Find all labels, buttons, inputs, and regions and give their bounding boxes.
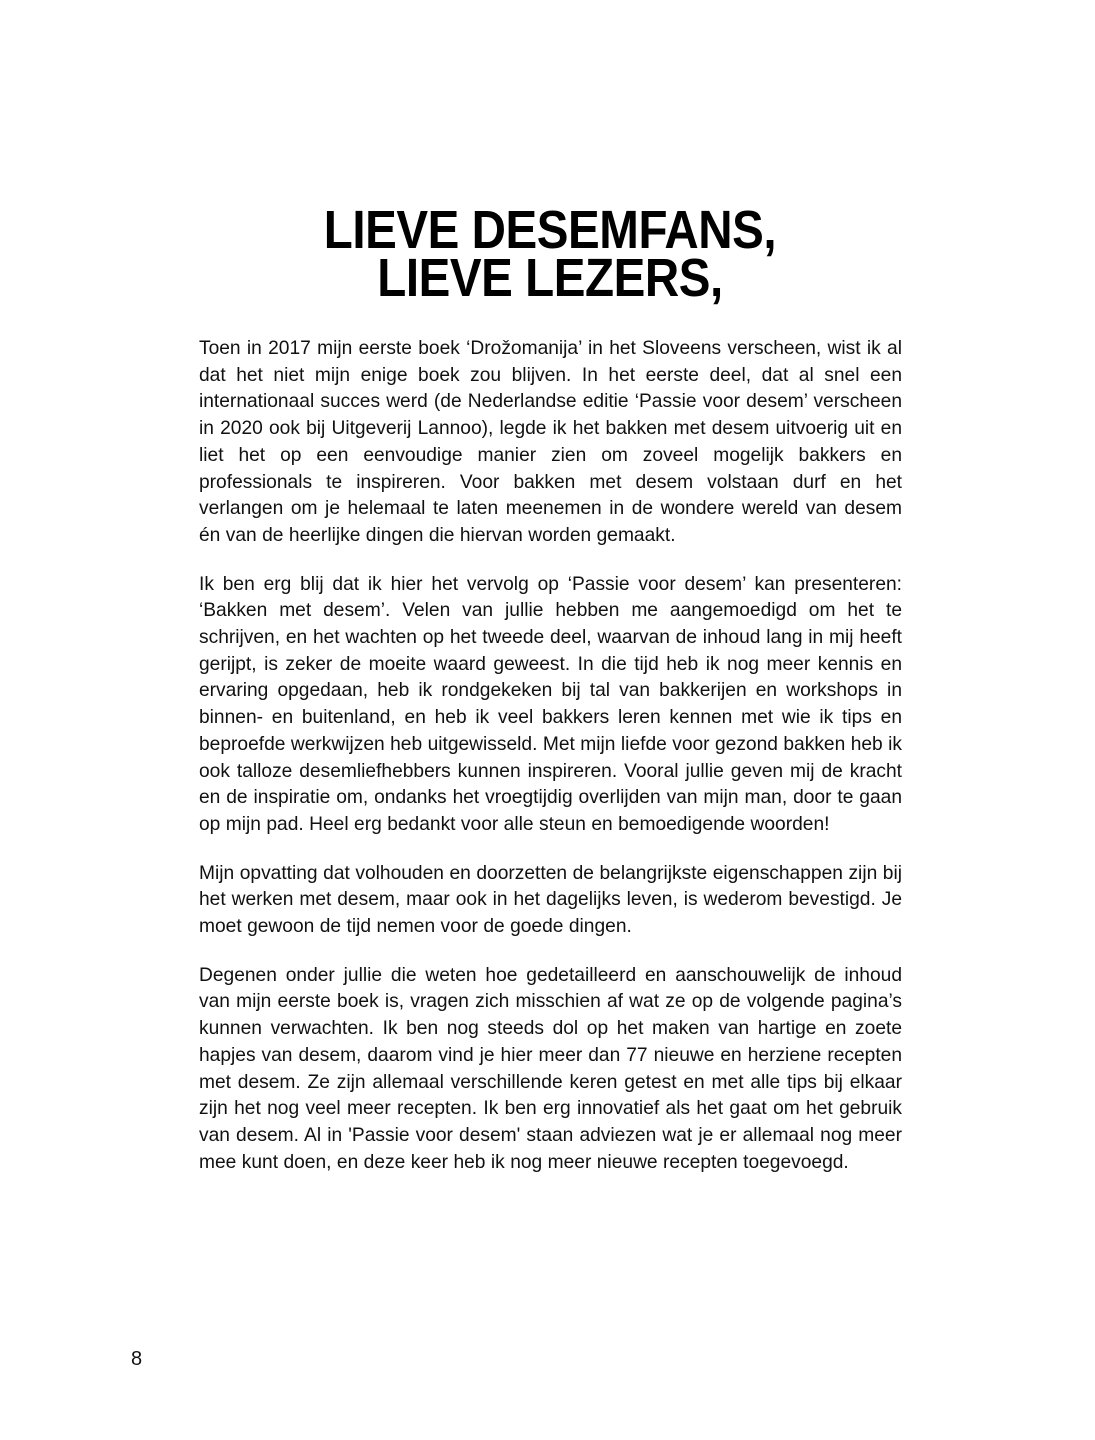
page-number: 8 [131,1348,143,1370]
body-paragraph: Mijn opvatting dat volhouden en doorzetten de belangrijkste eigenschappen zijn bij het werken met desem, maar ook in het dagelijks leven, is wederom bevestigd. Je moet gewoon de tijd nemen voor de goede dingen. [199,862,902,938]
page-title-line-1: LIEVE DESEMFANS, [323,200,777,260]
page-title-line-2: LIEVE LEZERS, [377,248,723,308]
body-text-column [199,336,902,1176]
body-paragraph: Ik ben erg blij dat ik hier het vervolg op ‘Passie voor desem’ kan presenteren: ‘Bakken met desem’. Velen van jullie hebben me aangemoedigd om het te schrijven, en het wachten op het tweede deel, waarvan de inhoud lang in mij heeft gerijpt, is zeker de moeite waard geweest. In die tijd heb ik nog meer kennis en ervaring opgedaan, heb ik rondgekeken bij tal van bakkerijen en workshops in binnen- en buitenland, en heb ik veel bakkers leren kennen met wie ik tips en beproefde werkwijzen heb uitgewisseld. Met mijn liefde voor gezond bakken heb ik ook talloze desemliefhebbers kunnen inspireren. Vooral jullie geven mij de kracht en de inspiratie om, ondanks het vroegtijdig overlijden van mijn man, door te gaan op mijn pad. Heel erg bedankt voor alle steun en bemoedigende woorden! [199,573,902,835]
body-paragraph: Toen in 2017 mijn eerste boek ‘Drožomanija’ in het Sloveens verscheen, wist ik al dat het niet mijn enige boek zou blijven. In het eerste deel, dat al snel een internationaal succes werd (de Nederlandse editie ‘Passie voor desem’ verscheen in 2020 ook bij Uitgeverij Lannoo), legde ik het bakken met desem uitvoerig uit en liet het op een eenvoudige manier zien om zoveel mogelijk bakkers en professionals te inspireren. Voor bakken met desem volstaan durf en het verlangen om je helemaal te laten meenemen in de wondere wereld van desem én van de heerlijke dingen die hiervan worden gemaakt. [199,338,902,546]
page-title [199,200,901,308]
body-paragraph: Degenen onder jullie die weten hoe gedetailleerd en aanschouwelijk de inhoud van mijn eerste boek is, vragen zich misschien af wat ze op de volgende pagina’s kunnen verwachten. Ik ben nog steeds dol op het maken van hartige en zoete hapjes van desem, daarom vind je hier meer dan 77 nieuwe en herziene recepten met desem. Ze zijn allemaal verschillende keren getest en met alle tips bij elkaar zijn het nog veel meer recepten. Ik ben erg innovatief als het gaat om het gebruik van desem. Al in 'Passie voor desem' staan adviezen wat je er allemaal nog meer mee kunt doen, en deze keer heb ik nog meer nieuwe recepten toegevoegd. [199,964,902,1173]
